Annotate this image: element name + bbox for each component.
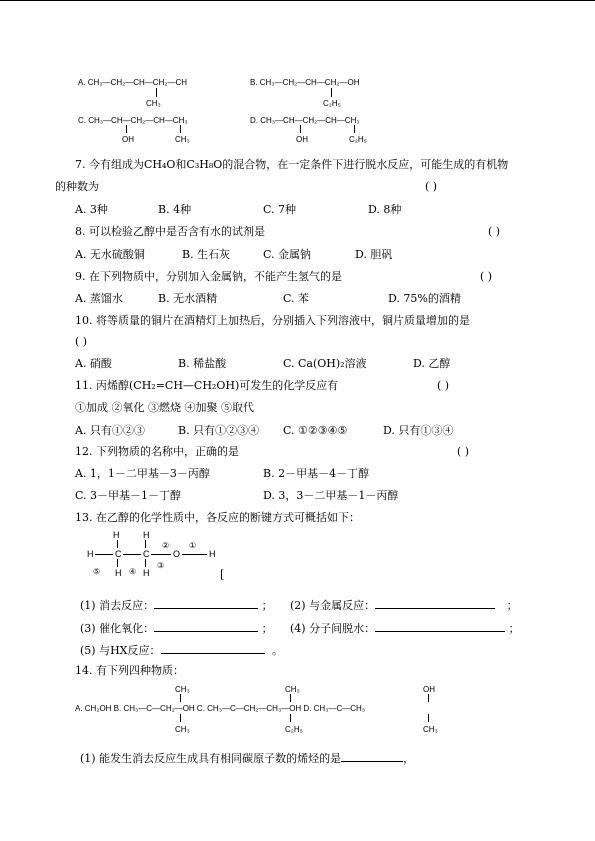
q12-option-d: D. 3，3－二甲基－1－丙醇 <box>263 489 399 502</box>
bond-line <box>156 88 157 97</box>
q8-text: 8. 可以检验乙醇中是否含有水的试剂是 <box>75 225 265 238</box>
q13-fill-2 <box>290 597 518 613</box>
bond-line <box>354 125 355 133</box>
q13-fill-5 <box>80 642 283 658</box>
atom-h: H <box>113 530 120 540</box>
q11-items: ①加成 ②氧化 ③燃烧 ④加聚 ⑤取代 <box>75 401 254 414</box>
break-mark-4: ④ <box>129 567 137 576</box>
atom-o: O <box>173 549 181 559</box>
break-mark-5: ⑤ <box>93 567 101 576</box>
q14-struct-b-bottom: CH₃ <box>175 725 190 734</box>
atom-h: H <box>115 568 122 578</box>
bond-line <box>300 125 301 133</box>
q7-option-a: A. 3种 <box>75 203 108 216</box>
struct-option-d-sub1: OH <box>296 135 308 144</box>
q11-option-d: D. 只有①③④ <box>383 424 454 437</box>
q13-fill-3 <box>80 620 273 636</box>
q14-text: 14. 有下列四种物质： <box>75 664 184 677</box>
bond-line <box>145 540 146 548</box>
q14-struct-d-bottom: CH₃ <box>423 725 438 734</box>
q8-option-a: A. 无水硫酸铜 <box>75 248 145 261</box>
q13-answer-blank-2[interactable] <box>375 597 495 609</box>
q11-answer-paren: ( ) <box>437 379 450 392</box>
struct-option-b-sub: C₂H₅ <box>323 99 341 108</box>
struct-option-c-sub1: OH <box>122 135 134 144</box>
q13-answer-blank-1[interactable] <box>154 597 258 609</box>
q11-option-b: B. 只有①②③④ <box>178 424 260 437</box>
q13-text: 13. 在乙醇的化学性质中，各反应的断键方式可概括如下： <box>75 511 360 524</box>
q10-option-d: D. 乙醇 <box>413 357 451 370</box>
bond-line <box>117 540 118 548</box>
struct-option-a: A. CH₃—CH₂—CH—CH₂—CH <box>78 78 188 87</box>
q7-option-b: B. 4种 <box>158 203 192 216</box>
bond-line <box>331 88 332 97</box>
atom-h: H <box>87 549 94 559</box>
bond-line <box>428 714 429 722</box>
q7-option-c: C. 7种 <box>263 203 297 216</box>
q13-fill-1-label: (1) 消去反应： <box>80 599 155 612</box>
bond-line <box>290 694 291 702</box>
bond-line <box>290 714 291 722</box>
bond-line <box>117 559 118 567</box>
q10-option-c: C. Ca(OH)₂溶液 <box>283 357 367 370</box>
q9-option-a: A. 蒸馏水 <box>75 292 123 305</box>
q13-fill-1 <box>80 597 273 613</box>
q14-struct-line: A. CH₂OH B. CH₃—C—CH₂—OH C. CH₃—C—CH₂—CH₃—OH D. CH₃—C—CH₃ <box>75 704 366 713</box>
q13-fill-4 <box>290 620 520 636</box>
atom-c: C <box>115 549 122 559</box>
q13-fill-1-end: ； <box>261 599 273 612</box>
q13-fill-4-end: ； <box>508 622 520 635</box>
q11-option-a: A. 只有①②③ <box>75 424 145 437</box>
q10-text: 10. 将等质量的铜片在酒精灯上加热后，分别插入下列溶液中，铜片质量增加的是 <box>75 314 470 327</box>
q8-answer-paren: ( ) <box>488 225 501 238</box>
struct-option-a-sub: CH₃ <box>146 99 161 108</box>
q13-fill-2-label: (2) 与金属反应： <box>290 599 376 612</box>
q7-text-line1: 7. 今有组成为CH₄O和C₃H₈O的混合物，在一定条件下进行脱水反应，可能生成的有机物 <box>75 158 509 171</box>
q14-sub1-end: ， <box>403 752 415 765</box>
q7-text-line2: 的种数为 <box>55 180 99 193</box>
atom-h: H <box>143 530 150 540</box>
q10-option-b: B. 稀盐酸 <box>178 357 227 370</box>
bond-line <box>180 694 181 702</box>
struct-option-c: C. CH₃—CH—CH₂—CH—CH₃ <box>78 116 188 125</box>
q7-option-d: D. 8种 <box>368 203 402 216</box>
stray-bracket: [ <box>220 568 225 581</box>
q11-text: 11. 丙烯醇(CH₂=CH—CH₂OH)可发生的化学反应有 <box>75 379 339 392</box>
q9-answer-paren: ( ) <box>480 270 493 283</box>
bond-line <box>123 554 141 555</box>
q8-option-c: C. 金属钠 <box>263 248 312 261</box>
bond-line <box>182 554 207 555</box>
break-mark-2: ② <box>162 541 170 550</box>
struct-option-d: D. CH₃—CH—CH₂—CH—CH₃ <box>250 116 360 125</box>
q12-option-a: A. 1，1－二甲基－3－丙醇 <box>75 467 210 480</box>
q12-option-c: C. 3－甲基－1－丁醇 <box>75 489 182 502</box>
q12-text: 12. 下列物质的名称中，正确的是 <box>75 445 239 458</box>
bond-line <box>428 694 429 702</box>
q13-answer-blank-4[interactable] <box>375 620 505 632</box>
q14-sub1 <box>80 750 414 766</box>
q13-answer-blank-5[interactable] <box>161 642 265 654</box>
q8-option-d: D. 胆矾 <box>355 248 393 261</box>
q9-option-b: B. 无水酒精 <box>158 292 218 305</box>
q7-answer-paren: ( ) <box>425 180 438 193</box>
atom-h: H <box>143 568 150 578</box>
ethanol-bond-diagram <box>85 528 225 584</box>
q14-struct-c-bottom: C₂H₅ <box>285 725 303 734</box>
q14-struct-c-top: CH₃ <box>285 685 300 694</box>
bond-line <box>126 125 127 133</box>
q13-answer-blank-3[interactable] <box>154 620 258 632</box>
q12-option-b: B. 2－甲基－4－丁醇 <box>263 467 370 480</box>
page-top-rule <box>0 0 595 1</box>
q10-answer-paren: ( ) <box>75 335 88 348</box>
bond-line <box>151 554 171 555</box>
break-mark-1: ① <box>189 541 197 550</box>
q14-sub1-text: (1) 能发生消去反应生成具有相同碳原子数的烯烃的是 <box>80 752 342 765</box>
q12-answer-paren: ( ) <box>457 445 470 458</box>
bond-line <box>145 559 146 567</box>
q9-option-d: D. 75%的酒精 <box>388 292 461 305</box>
bond-line <box>95 554 113 555</box>
q13-fill-3-end: ； <box>261 622 273 635</box>
q14-sub1-answer-blank[interactable] <box>341 750 403 762</box>
q13-fill-5-label: (5) 与HX反应： <box>80 644 161 657</box>
q9-option-c: C. 苯 <box>283 292 310 305</box>
q13-fill-5-end: 。 <box>272 644 284 657</box>
q9-text: 9. 在下列物质中，分别加入金属钠，不能产生氢气的是 <box>75 270 342 283</box>
atom-h: H <box>209 549 216 559</box>
atom-c: C <box>143 549 150 559</box>
struct-option-b: B. CH₃—CH₂—CH—CH₂—OH <box>250 78 360 87</box>
break-mark-3: ③ <box>157 561 165 570</box>
q8-option-b: B. 生石灰 <box>182 248 231 261</box>
q10-option-a: A. 硝酸 <box>75 357 112 370</box>
q13-fill-3-label: (3) 催化氧化： <box>80 622 155 635</box>
bond-line <box>180 125 181 133</box>
q13-fill-2-end: ； <box>506 599 518 612</box>
bond-line <box>180 714 181 722</box>
struct-option-c-sub2: CH₃ <box>175 135 190 144</box>
q11-option-c: C. ①②③④⑤ <box>283 424 348 437</box>
q13-fill-4-label: (4) 分子间脱水： <box>290 622 376 635</box>
q14-struct-b-top: CH₃ <box>175 685 190 694</box>
struct-option-d-sub2: C₂H₅ <box>349 135 367 144</box>
q14-struct-d-top: OH <box>423 685 435 694</box>
